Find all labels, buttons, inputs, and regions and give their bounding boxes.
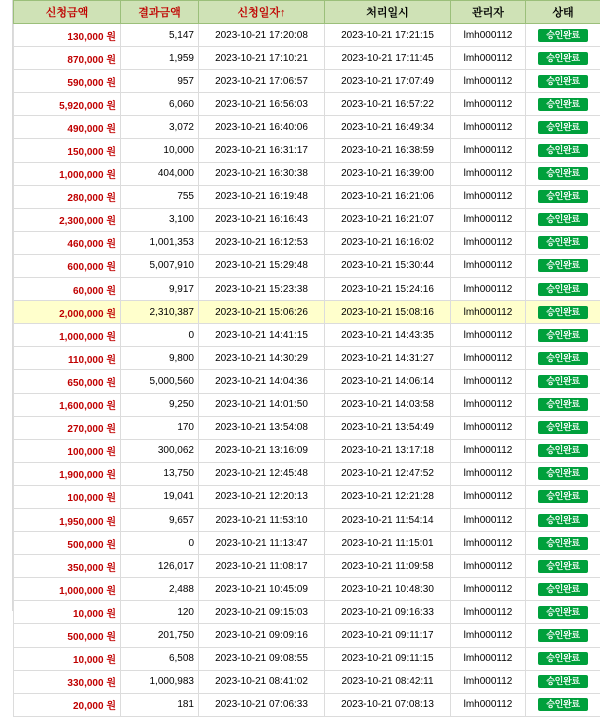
status-badge: 승인완료 (538, 213, 588, 226)
cell-result-amount: 6,508 (121, 647, 199, 670)
status-badge: 승인완료 (538, 283, 588, 296)
cell-amount: 870,000 원 (14, 47, 121, 70)
cell-status (526, 347, 600, 370)
cell-process-date: 2023-10-21 08:42:11 (325, 670, 451, 693)
status-badge: 승인완료 (538, 236, 588, 249)
cell-amount: 1,000,000 원 (14, 324, 121, 347)
table-row[interactable] (14, 278, 600, 301)
status-badge: 승인완료 (538, 190, 588, 203)
status-badge: 승인완료 (538, 121, 588, 134)
table-row[interactable] (14, 70, 600, 93)
table-row[interactable] (14, 578, 600, 601)
cell-manager: lmh000112 (451, 254, 526, 277)
table-row[interactable] (14, 185, 600, 208)
table-row[interactable] (14, 324, 600, 347)
cell-process-date: 2023-10-21 09:16:33 (325, 601, 451, 624)
table-row[interactable] (14, 347, 600, 370)
table-row[interactable] (14, 670, 600, 693)
table-row[interactable] (14, 208, 600, 231)
cell-manager: lmh000112 (451, 347, 526, 370)
cell-amount: 590,000 원 (14, 70, 121, 93)
cell-process-date: 2023-10-21 16:57:22 (325, 93, 451, 116)
cell-result-amount: 6,060 (121, 93, 199, 116)
cell-status (526, 578, 600, 601)
status-badge: 승인완료 (538, 467, 588, 480)
cell-manager: lmh000112 (451, 555, 526, 578)
cell-result-amount: 0 (121, 324, 199, 347)
cell-apply-date: 2023-10-21 11:08:17 (199, 555, 325, 578)
status-badge: 승인완료 (538, 560, 588, 573)
cell-status (526, 693, 600, 716)
cell-result-amount: 126,017 (121, 555, 199, 578)
status-badge: 승인완료 (538, 352, 588, 365)
cell-process-date: 2023-10-21 15:30:44 (325, 254, 451, 277)
cell-apply-date: 2023-10-21 16:12:53 (199, 231, 325, 254)
column-header-process-date[interactable]: 처리일시 (325, 1, 451, 24)
cell-apply-date: 2023-10-21 11:53:10 (199, 508, 325, 531)
table-body (14, 24, 600, 717)
status-badge: 승인완료 (538, 29, 588, 42)
cell-status (526, 231, 600, 254)
status-badge: 승인완료 (538, 675, 588, 688)
cell-process-date: 2023-10-21 16:21:07 (325, 208, 451, 231)
cell-process-date: 2023-10-21 16:21:06 (325, 185, 451, 208)
cell-status (526, 393, 600, 416)
cell-amount: 500,000 원 (14, 624, 121, 647)
cell-process-date: 2023-10-21 15:24:16 (325, 278, 451, 301)
status-badge: 승인완료 (538, 444, 588, 457)
cell-process-date: 2023-10-21 07:08:13 (325, 693, 451, 716)
cell-status (526, 370, 600, 393)
status-badge: 승인완료 (538, 398, 588, 411)
cell-result-amount: 755 (121, 185, 199, 208)
cell-result-amount: 9,657 (121, 508, 199, 531)
cell-manager: lmh000112 (451, 416, 526, 439)
cell-result-amount: 1,959 (121, 47, 199, 70)
cell-process-date: 2023-10-21 11:54:14 (325, 508, 451, 531)
cell-process-date: 2023-10-21 16:16:02 (325, 231, 451, 254)
column-header-amount[interactable]: 신청금액 (14, 1, 121, 24)
cell-amount: 2,300,000 원 (14, 208, 121, 231)
cell-process-date: 2023-10-21 12:47:52 (325, 462, 451, 485)
cell-amount: 1,000,000 원 (14, 162, 121, 185)
status-badge: 승인완료 (538, 583, 588, 596)
table-row[interactable] (14, 462, 600, 485)
cell-result-amount: 5,000,560 (121, 370, 199, 393)
cell-apply-date: 2023-10-21 14:41:15 (199, 324, 325, 347)
cell-apply-date: 2023-10-21 16:56:03 (199, 93, 325, 116)
cell-process-date: 2023-10-21 17:07:49 (325, 70, 451, 93)
cell-apply-date: 2023-10-21 09:15:03 (199, 601, 325, 624)
cell-manager: lmh000112 (451, 693, 526, 716)
cell-apply-date: 2023-10-21 09:08:55 (199, 647, 325, 670)
cell-apply-date: 2023-10-21 15:23:38 (199, 278, 325, 301)
status-badge: 승인완료 (538, 421, 588, 434)
cell-process-date: 2023-10-21 13:54:49 (325, 416, 451, 439)
status-badge: 승인완료 (538, 537, 588, 550)
status-badge: 승인완료 (538, 490, 588, 503)
cell-apply-date: 2023-10-21 16:40:06 (199, 116, 325, 139)
status-badge: 승인완료 (538, 75, 588, 88)
cell-amount: 1,000,000 원 (14, 578, 121, 601)
cell-result-amount: 5,007,910 (121, 254, 199, 277)
cell-apply-date: 2023-10-21 17:10:21 (199, 47, 325, 70)
cell-amount: 10,000 원 (14, 647, 121, 670)
column-header-manager[interactable]: 관리자 (451, 1, 526, 24)
cell-status (526, 485, 600, 508)
cell-amount: 5,920,000 원 (14, 93, 121, 116)
cell-amount: 270,000 원 (14, 416, 121, 439)
cell-manager: lmh000112 (451, 208, 526, 231)
cell-process-date: 2023-10-21 16:38:59 (325, 139, 451, 162)
status-badge: 승인완료 (538, 652, 588, 665)
cell-apply-date: 2023-10-21 14:01:50 (199, 393, 325, 416)
cell-process-date: 2023-10-21 14:06:14 (325, 370, 451, 393)
cell-manager: lmh000112 (451, 532, 526, 555)
status-badge: 승인완료 (538, 98, 588, 111)
column-header-result[interactable]: 결과금액 (121, 1, 199, 24)
cell-amount: 10,000 원 (14, 601, 121, 624)
table-row[interactable] (14, 254, 600, 277)
table-row[interactable] (14, 47, 600, 70)
table-row[interactable] (14, 485, 600, 508)
cell-result-amount: 957 (121, 70, 199, 93)
cell-status (526, 324, 600, 347)
cell-process-date: 2023-10-21 09:11:15 (325, 647, 451, 670)
status-badge: 승인완료 (538, 629, 588, 642)
cell-result-amount: 120 (121, 601, 199, 624)
cell-result-amount: 1,000,983 (121, 670, 199, 693)
cell-process-date: 2023-10-21 17:11:45 (325, 47, 451, 70)
cell-status (526, 278, 600, 301)
status-badge: 승인완료 (538, 698, 588, 711)
cell-process-date: 2023-10-21 14:03:58 (325, 393, 451, 416)
status-badge: 승인완료 (538, 144, 588, 157)
table-row[interactable] (14, 693, 600, 716)
cell-amount: 130,000 원 (14, 24, 121, 47)
cell-result-amount: 0 (121, 532, 199, 555)
cell-manager: lmh000112 (451, 231, 526, 254)
cell-amount: 100,000 원 (14, 439, 121, 462)
transactions-table (13, 0, 600, 717)
cell-result-amount: 10,000 (121, 139, 199, 162)
cell-status (526, 647, 600, 670)
cell-manager: lmh000112 (451, 439, 526, 462)
cell-status (526, 47, 600, 70)
cell-apply-date: 2023-10-21 15:29:48 (199, 254, 325, 277)
cell-status (526, 555, 600, 578)
column-header-status[interactable]: 상태 (526, 1, 600, 24)
cell-process-date: 2023-10-21 14:43:35 (325, 324, 451, 347)
cell-manager: lmh000112 (451, 578, 526, 601)
cell-result-amount: 404,000 (121, 162, 199, 185)
cell-apply-date: 2023-10-21 12:20:13 (199, 485, 325, 508)
cell-result-amount: 1,001,353 (121, 231, 199, 254)
cell-apply-date: 2023-10-21 07:06:33 (199, 693, 325, 716)
cell-apply-date: 2023-10-21 17:06:57 (199, 70, 325, 93)
cell-amount: 280,000 원 (14, 185, 121, 208)
cell-apply-date: 2023-10-21 16:16:43 (199, 208, 325, 231)
cell-amount: 150,000 원 (14, 139, 121, 162)
cell-result-amount: 9,917 (121, 278, 199, 301)
cell-status (526, 93, 600, 116)
cell-status (526, 416, 600, 439)
cell-amount: 20,000 원 (14, 693, 121, 716)
cell-amount: 2,000,000 원 (14, 301, 121, 324)
cell-manager: lmh000112 (451, 139, 526, 162)
cell-amount: 1,900,000 원 (14, 462, 121, 485)
cell-status (526, 208, 600, 231)
table-row[interactable] (14, 370, 600, 393)
table-row[interactable] (14, 139, 600, 162)
cell-process-date: 2023-10-21 16:39:00 (325, 162, 451, 185)
cell-amount: 1,950,000 원 (14, 508, 121, 531)
cell-amount: 330,000 원 (14, 670, 121, 693)
cell-result-amount: 2,310,387 (121, 301, 199, 324)
cell-amount: 1,600,000 원 (14, 393, 121, 416)
status-badge: 승인완료 (538, 606, 588, 619)
table-row[interactable] (14, 439, 600, 462)
cell-result-amount: 9,250 (121, 393, 199, 416)
cell-apply-date: 2023-10-21 16:30:38 (199, 162, 325, 185)
cell-manager: lmh000112 (451, 370, 526, 393)
cell-manager: lmh000112 (451, 393, 526, 416)
status-badge: 승인완료 (538, 52, 588, 65)
status-badge: 승인완료 (538, 306, 588, 319)
cell-amount: 350,000 원 (14, 555, 121, 578)
status-badge: 승인완료 (538, 329, 588, 342)
cell-manager: lmh000112 (451, 70, 526, 93)
cell-manager: lmh000112 (451, 670, 526, 693)
cell-apply-date: 2023-10-21 16:19:48 (199, 185, 325, 208)
cell-apply-date: 2023-10-21 09:09:16 (199, 624, 325, 647)
cell-apply-date: 2023-10-21 13:16:09 (199, 439, 325, 462)
cell-manager: lmh000112 (451, 324, 526, 347)
table-header-row (14, 1, 600, 24)
cell-amount: 100,000 원 (14, 485, 121, 508)
cell-result-amount: 19,041 (121, 485, 199, 508)
cell-amount: 460,000 원 (14, 231, 121, 254)
table-row[interactable] (14, 555, 600, 578)
cell-manager: lmh000112 (451, 485, 526, 508)
cell-result-amount: 5,147 (121, 24, 199, 47)
cell-apply-date: 2023-10-21 13:54:08 (199, 416, 325, 439)
cell-result-amount: 201,750 (121, 624, 199, 647)
table-header (14, 1, 600, 24)
cell-status (526, 24, 600, 47)
cell-apply-date: 2023-10-21 08:41:02 (199, 670, 325, 693)
status-badge: 승인완료 (538, 514, 588, 527)
cell-status (526, 162, 600, 185)
cell-manager: lmh000112 (451, 301, 526, 324)
cell-amount: 490,000 원 (14, 116, 121, 139)
cell-result-amount: 9,800 (121, 347, 199, 370)
table-row[interactable] (14, 301, 600, 324)
cell-status (526, 462, 600, 485)
cell-manager: lmh000112 (451, 47, 526, 70)
cell-status (526, 508, 600, 531)
cell-manager: lmh000112 (451, 24, 526, 47)
cell-manager: lmh000112 (451, 462, 526, 485)
cell-amount: 600,000 원 (14, 254, 121, 277)
cell-status (526, 301, 600, 324)
cell-result-amount: 170 (121, 416, 199, 439)
cell-process-date: 2023-10-21 10:48:30 (325, 578, 451, 601)
cell-process-date: 2023-10-21 17:21:15 (325, 24, 451, 47)
table-row[interactable] (14, 532, 600, 555)
status-badge: 승인완료 (538, 167, 588, 180)
cell-manager: lmh000112 (451, 162, 526, 185)
cell-result-amount: 3,100 (121, 208, 199, 231)
cell-status (526, 532, 600, 555)
status-badge: 승인완료 (538, 259, 588, 272)
cell-result-amount: 3,072 (121, 116, 199, 139)
table-row[interactable] (14, 416, 600, 439)
cell-process-date: 2023-10-21 09:11:17 (325, 624, 451, 647)
cell-status (526, 139, 600, 162)
cell-apply-date: 2023-10-21 15:06:26 (199, 301, 325, 324)
cell-status (526, 670, 600, 693)
cell-amount: 650,000 원 (14, 370, 121, 393)
cell-process-date: 2023-10-21 13:17:18 (325, 439, 451, 462)
cell-manager: lmh000112 (451, 624, 526, 647)
cell-process-date: 2023-10-21 12:21:28 (325, 485, 451, 508)
table-row[interactable] (14, 601, 600, 624)
table-row[interactable] (14, 162, 600, 185)
cell-manager: lmh000112 (451, 647, 526, 670)
table-row[interactable] (14, 393, 600, 416)
cell-process-date: 2023-10-21 14:31:27 (325, 347, 451, 370)
cell-apply-date: 2023-10-21 10:45:09 (199, 578, 325, 601)
cell-apply-date: 2023-10-21 14:30:29 (199, 347, 325, 370)
cell-apply-date: 2023-10-21 11:13:47 (199, 532, 325, 555)
cell-status (526, 601, 600, 624)
cell-manager: lmh000112 (451, 185, 526, 208)
cell-status (526, 624, 600, 647)
cell-process-date: 2023-10-21 11:09:58 (325, 555, 451, 578)
table-row[interactable] (14, 116, 600, 139)
cell-status (526, 185, 600, 208)
cell-amount: 60,000 원 (14, 278, 121, 301)
cell-manager: lmh000112 (451, 508, 526, 531)
cell-result-amount: 300,062 (121, 439, 199, 462)
cell-apply-date: 2023-10-21 14:04:36 (199, 370, 325, 393)
cell-amount: 110,000 원 (14, 347, 121, 370)
cell-process-date: 2023-10-21 11:15:01 (325, 532, 451, 555)
table-row[interactable] (14, 93, 600, 116)
cell-result-amount: 181 (121, 693, 199, 716)
cell-status (526, 70, 600, 93)
table-row[interactable] (14, 624, 600, 647)
column-header-apply-date[interactable]: 신청일자↑ (199, 1, 325, 24)
cell-apply-date: 2023-10-21 12:45:48 (199, 462, 325, 485)
cell-status (526, 439, 600, 462)
cell-apply-date: 2023-10-21 16:31:17 (199, 139, 325, 162)
cell-manager: lmh000112 (451, 116, 526, 139)
cell-status (526, 116, 600, 139)
cell-manager: lmh000112 (451, 601, 526, 624)
cell-manager: lmh000112 (451, 278, 526, 301)
status-badge: 승인완료 (538, 375, 588, 388)
table-row[interactable] (14, 24, 600, 47)
cell-apply-date: 2023-10-21 17:20:08 (199, 24, 325, 47)
cell-manager: lmh000112 (451, 93, 526, 116)
cell-result-amount: 2,488 (121, 578, 199, 601)
cell-process-date: 2023-10-21 16:49:34 (325, 116, 451, 139)
table-row[interactable] (14, 508, 600, 531)
row-gutter (0, 0, 13, 611)
cell-process-date: 2023-10-21 15:08:16 (325, 301, 451, 324)
cell-amount: 500,000 원 (14, 532, 121, 555)
table-row[interactable] (14, 231, 600, 254)
cell-result-amount: 13,750 (121, 462, 199, 485)
table-row[interactable] (14, 647, 600, 670)
cell-status (526, 254, 600, 277)
